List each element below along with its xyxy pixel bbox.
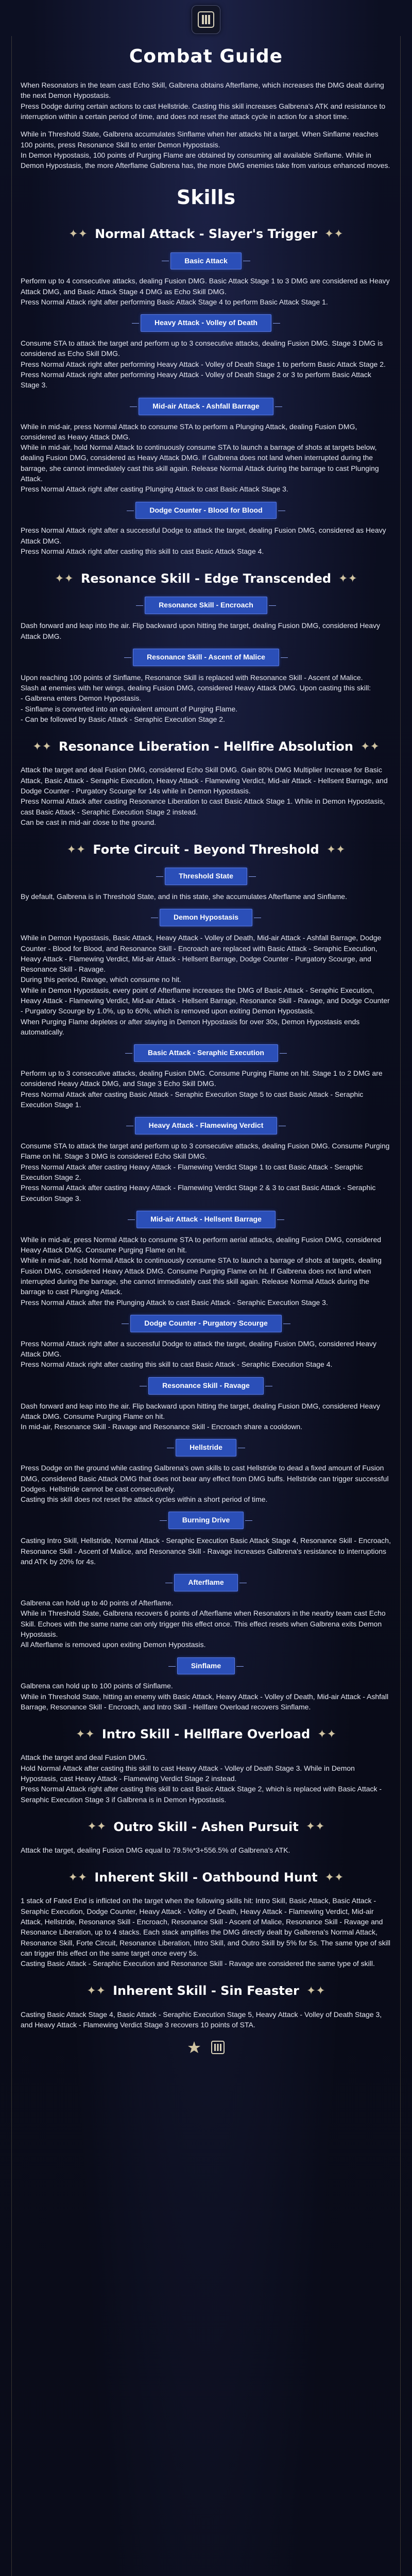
ornament-left-icon: ✦✦ [32,740,52,753]
resonance-skill-title: Resonance Skill - Edge Transcended [80,571,332,586]
ornament-left-icon: ✦✦ [66,843,86,856]
hellsent-tag-wrap [21,1211,391,1228]
flamewing-tag-wrap [21,1117,391,1134]
dodge-counter-tag-wrap [21,502,391,519]
ravage-tag: Resonance Skill - Ravage [148,1377,264,1395]
seraphic-tag-wrap [21,1044,391,1062]
seraphic-tag: Basic Attack - Seraphic Execution [134,1044,278,1062]
liberation-heading [21,738,391,755]
resonance-skill-heading [21,570,391,587]
ascent-text: Upon reaching 100 points of Sinflame, Resonance Skill is replaced with Resonance Skill - Ascent of Malice. Slash at enemies with her wings, dealing Fusion DMG, considered Heavy Attack DMG. Upon casting this skill: - Galbrena enters Demon Hypostasis. - Sinflame is converted into an equivalent amount of Purging Flame. - Can be followed by Basic Attack - Seraphic Execution Stage 2. [21,673,371,723]
demon-tag: Demon Hypostasis [160,909,252,926]
encroach-tag-wrap [21,597,391,614]
flamewing-tag: Heavy Attack - Flamewing Verdict [135,1117,278,1134]
outro-title: Outro Skill - Ashen Pursuit [113,1819,299,1834]
ascent-tag: Resonance Skill - Ascent of Malice [133,649,279,666]
liberation-text: Attack the target and deal Fusion DMG, considered Echo Skill DMG. Gain 80% DMG Multiplier Increase for Basic Attack, Basic Attack - Seraphic Execution, Heavy Attack - Flamewing Verdict, Mid-air Attack - Hellsent Barrage, and Dodge Counter - Purgatory Scourge for 14s while in Demon Hypostasis. Press Normal Attack after casting Resonance Liberation to cast Basic Attack Stage 1. While in Demon Hypostasis, cast Basic Attack - Seraphic Execution Stage 2 instead. Can be cast in mid-air close to the ground. [21,766,388,826]
heavy-attack-tag-wrap [21,314,391,332]
threshold-tag-wrap [21,868,391,885]
hellstride-tag-wrap [21,1439,391,1456]
ornament-right-icon: ✦✦ [305,1820,325,1834]
ravage-text: Dash forward and leap into the air. Flip backward upon hitting the target, dealing Fusion DMG, considered Heavy Attack DMG. Consume Purging Flame on hit. In mid-air, Resonance Skill - Ravage and Resonance Skill - Encroach share a cooldown. [21,1401,381,1431]
midair-attack-tag-wrap [21,398,391,415]
inherent1-heading [21,1869,391,1886]
footer [21,2040,391,2055]
midair-attack-text: While in mid-air, press Normal Attack to consume STA to perform a Plunging Attack, dealing Fusion DMG, considered as Heavy Attack DMG. While in mid-air, hold Normal Attack to continuously consume STA to launch a barrage of shots at targets below, dealing Fusion DMG, considered as Heavy Attack DMG. If Galbrena does not land when interrupted during the barrage, she cannot immediately cast this skill again. Release Normal Attack during the barrage to cast Plunging Attack. Press Normal Attack right after casting Plunging Attack to cast Basic Attack Stage 3. [21,422,379,494]
hellsent-text: While in mid-air, press Normal Attack to consume STA to perform aerial attacks, dealing Fusion DMG, considered Heavy Attack DMG. Consume Purging Flame on hit. While in mid-air, hold Normal Attack to continuously consume STA to launch a barrage of shots at targets, dealing Fusion DMG, considered Heavy Attack DMG. Consume Purging Flame on hit. If Galbrena does not land when interrupted during the barrage, she cannot immediately cast this skill again. Release Normal Attack during the barrage to cast Plunging Attack. Press Normal Attack after the Plunging Attack to cast Basic Attack - Seraphic Execution Stage 3. [21,1235,382,1307]
intro-paragraph-1: When Resonators in the team cast Echo Skill, Galbrena obtains Afterflame, which increases the DMG dealt during the next Demon Hypostasis. Press Dodge during certain actions to cast Hellstride. Casting this skill increases Galbrena's ATK and resistance to interruption within a certain period of time, and does not reset the attack cycle in action for a short time. [21,81,386,121]
sinflame-text: Galbrena can hold up to 100 points of Sinflame. While in Threshold State, hitting an enemy with Basic Attack, Heavy Attack - Volley of Death, Mid-air Attack - Ashfall Barrage, Resonance Skill - Encroach, and Intro Skill - Hellfare Overload recovers Sinflame. [21,1682,389,1711]
forte-title: Forte Circuit - Beyond Threshold [93,842,319,857]
dodge-counter-tag: Dodge Counter - Blood for Blood [135,502,276,519]
inherent2-heading [21,1982,391,1999]
ornament-left-icon: ✦✦ [68,227,88,241]
midair-attack-tag: Mid-air Attack - Ashfall Barrage [139,398,273,415]
afterflame-text: Galbrena can hold up to 40 points of Afterflame. While in Threshold State, Galbrena recovers 6 points of Afterflame when Resonators in the nearby team cast Echo Skill. Echoes with the same name can only trigger this effect once. This effect resets when Galbrena exits Demon Hypostasis. All Afterflame is removed upon exiting Demon Hypostasis. [21,1599,386,1649]
outro-heading [21,1818,391,1836]
threshold-text: By default, Galbrena is in Threshold State, and in this state, she accumulates Afterflame and Sinflame. [21,892,347,901]
inherent2-title: Inherent Skill - Sin Feaster [113,1984,299,1998]
intro-text: Attack the target and deal Fusion DMG. Hold Normal Attack after casting this skill to cast Heavy Attack - Volley of Death Stage 3. While in Demon Hypostasis, cast Heavy Attack - Flamewing Verdict Stage 2 instead. Press Normal Attack right after casting this skill to cast Basic Attack Stage 2, which is replaced with Basic Attack - Seraphic Execution Stage 3 if Galbrena is in Demon Hypostasis. [21,1753,382,1804]
game-logo-icon [192,5,220,34]
heavy-attack-text: Consume STA to attack the target and perform up to 3 consecutive attacks, dealing Fusion DMG. Stage 3 DMG is considered as Echo Skill DMG. Press Normal Attack right after performing Heavy Attack - Volley of Death Stage 1 to perform Basic Attack Stage 2. Press Normal Attack right after performing Heavy Attack - Volley of Death Stage 2 or 3 to perform Basic Attack Stage 3. [21,339,386,389]
ornament-right-icon: ✦✦ [306,1984,325,1997]
afterflame-tag-wrap [21,1574,391,1591]
purgatory-text: Press Normal Attack right after a successful Dodge to attack the target, dealing Fusion DMG, considered Heavy Attack DMG. Press Normal Attack right after casting this skill to cast Basic Attack - Seraphic Execution Stage 4. [21,1339,376,1369]
flamewing-text: Consume STA to attack the target and perform up to 3 consecutive attacks, dealing Fusion DMG. Consume Purging Flame on hit. Stage 3 DMG is considered Echo Skill DMG. Press Normal Attack after casting Heavy Attack - Flamewing Verdict Stage 1 to cast Basic Attack - Seraphic Execution Stage 2. Press Normal Attack after casting Heavy Attack - Flamewing Verdict Stage 2 & 3 to cast Basic Attack - Seraphic Execution Stage 3. [21,1142,390,1202]
ornament-right-icon: ✦✦ [338,572,357,585]
basic-attack-tag: Basic Attack [170,252,242,270]
hellstride-tag: Hellstride [176,1439,236,1456]
ornament-right-icon: ✦✦ [317,1727,337,1741]
game-logo-icon [211,2040,225,2055]
ornament-right-icon: ✦✦ [326,843,346,856]
skills-heading: Skills [176,186,236,209]
intro-heading [21,1725,391,1743]
ascent-tag-wrap [21,649,391,666]
inherent1-title: Inherent Skill - Oathbound Hunt [94,1870,318,1885]
sinflame-tag: Sinflame [177,1657,235,1675]
normal-attack-heading [21,225,391,243]
basic-attack-tag-wrap [21,252,391,270]
hellsent-tag: Mid-air Attack - Hellsent Barrage [136,1211,276,1228]
encroach-tag: Resonance Skill - Encroach [145,597,267,614]
heavy-attack-tag: Heavy Attack - Volley of Death [141,314,271,332]
demon-tag-wrap [21,909,391,926]
intro-title: Intro Skill - Hellflare Overload [101,1727,311,1742]
outro-text: Attack the target, dealing Fusion DMG equal to 79.5%*3+556.5% of Galbrena's ATK. [21,1846,290,1855]
encroach-text: Dash forward and leap into the air. Flip backward upon hitting the target, dealing Fusion DMG, considered Heavy Attack DMG. [21,621,381,640]
liberation-title: Resonance Liberation - Hellfire Absolution [59,739,353,754]
ornament-right-icon: ✦✦ [324,227,344,241]
ornament-left-icon: ✦✦ [55,572,74,585]
ravage-tag-wrap [21,1377,391,1395]
intro-paragraph-2: While in Threshold State, Galbrena accumulates Sinflame when her attacks hit a target. When Sinflame reaches 100 points, press Resonance Skill to enter Demon Hypostasis. In Demon Hypostasis, 100 points of Purging Flame are obtained by consuming all available Sinflame. While in Demon Hypostasis, the more Afterflame Galbrena has, the more DMG enemies take from various enhanced moves. [21,130,390,170]
basic-attack-text: Perform up to 4 consecutive attacks, dealing Fusion DMG. Basic Attack Stage 1 to 3 DMG are considered as Heavy Attack DMG, and Basic Attack Stage 4 DMG as Echo Skill DMG. Press Normal Attack right after performing Basic Attack Stage 4 to perform Basic Attack Stage 1. [21,277,390,306]
purgatory-tag-wrap [21,1315,391,1332]
burning-text: Casting Intro Skill, Hellstride, Normal Attack - Seraphic Execution Basic Attack Stage 4, Resonance Skill - Encroach, Resonance Skill - Ascent of Malice, and Resonance Skill - Ravage increases Galbrena's resistance to interruptions and ATK by 20% for 4s. [21,1536,391,1566]
ornament-right-icon: ✦✦ [360,740,380,753]
forte-heading [21,841,391,858]
seraphic-text: Perform up to 3 consecutive attacks, dealing Fusion DMG. Consume Purging Flame on hit. Stage 1 to 2 DMG are considered Heavy Attack DMG, and Stage 3 Echo Skill DMG. Press Normal Attack after casting Basic Attack - Seraphic Execution Stage 5 to cast Basic Attack - Seraphic Execution Stage 1. [21,1069,383,1109]
burning-tag-wrap [21,1512,391,1529]
ornament-left-icon: ✦✦ [75,1727,95,1741]
ornament-right-icon: ✦✦ [324,1871,344,1884]
purgatory-tag: Dodge Counter - Purgatory Scourge [130,1315,282,1332]
ornament-left-icon: ✦✦ [68,1871,88,1884]
hellstride-text: Press Dodge on the ground while casting Galbrena's own skills to cast Hellstride to dead a fixed amount of Fusion DMG, considered Basic Attack DMG that does not bear any effect from DMG buffs. Hellstride can trigger successful Dodges. Hellstride cannot be cast consecutively. Casting this skill does not reset the attack cycles within a short period of time. [21,1464,389,1504]
demon-text: While in Demon Hypostasis, Basic Attack, Heavy Attack - Volley of Death, Mid-air Attack - Ashfall Barrage, Dodge Counter - Blood for Blood, and Resonance Skill - Encroach are replaced with Basic Attack - Seraphic Execution, Heavy Attack - Flamewing Verdict, Mid-air Attack - Hellsent Barrage, Dodge Counter - Purgatory Scourge, and Resonance Skill - Ravage. During this period, Ravage, which consume no hit. While in Demon Hypostasis, every point of Afterflame increases the DMG of Basic Attack - Seraphic Execution, Heavy Attack - Flamewing Verdict, Mid-air Attack - Hellsent Barrage, Resonance Skill - Ravage, and Dodge Counter - Purgatory Scourge by 1.0%, up to 60%, which is removed upon exiting Demon Hypostasis. When Purging Flame depletes or after staying in Demon Hypostasis for over 30s, Demon Hypostasis ends automatically. [21,934,390,1036]
sinflame-tag-wrap [21,1657,391,1675]
dodge-counter-text: Press Normal Attack right after a successful Dodge to attack the target, dealing Fusion DMG, considered as Heavy Attack DMG. Press Normal Attack right after casting this skill to cast Basic Attack Stage 4. [21,526,386,556]
normal-attack-title: Normal Attack - Slayer's Trigger [95,227,317,242]
page-title: Combat Guide [129,46,283,67]
ornament-left-icon: ✦✦ [87,1984,106,1997]
ornament-left-icon: ✦✦ [87,1820,107,1834]
inherent1-text: 1 stack of Fated End is inflicted on the target when the following skills hit: Intro Skill, Basic Attack, Basic Attack - Seraphic Execution, Dodge Counter, Heavy Attack - Volley of Death, Heavy Attack - Flamewing Verdict, Mid-air Attack, Hellstride, Resonance Skill - Encroach, Resonance Skill - Ascent of Malice, Resonance Skill - Ravage and Resonance Liberation, up to 4 stacks. Each stack amplifies the DMG directly dealt by Galbrena's Normal Attack, Resonance Skill, Forte Circuit, Resonance Liberation, Intro Skill, and Outro Skill by 5% for 5s. The same type of skill can trigger this effect on the same target once every 5s. Casting Basic Attack - Seraphic Execution and Resonance Skill - Ravage are considered the same type of skill. [21,1896,390,1968]
burning-tag: Burning Drive [168,1512,244,1529]
star-icon [187,2040,201,2055]
threshold-tag: Threshold State [165,868,247,885]
logo-wrap [21,0,391,34]
inherent2-text: Casting Basic Attack Stage 4, Basic Attack - Seraphic Execution Stage 5, Heavy Attack - Volley of Death Stage 3, and Heavy Attack - Flamewing Verdict Stage 3 recovers 10 points of STA. [21,2010,382,2029]
afterflame-tag: Afterflame [174,1574,237,1591]
